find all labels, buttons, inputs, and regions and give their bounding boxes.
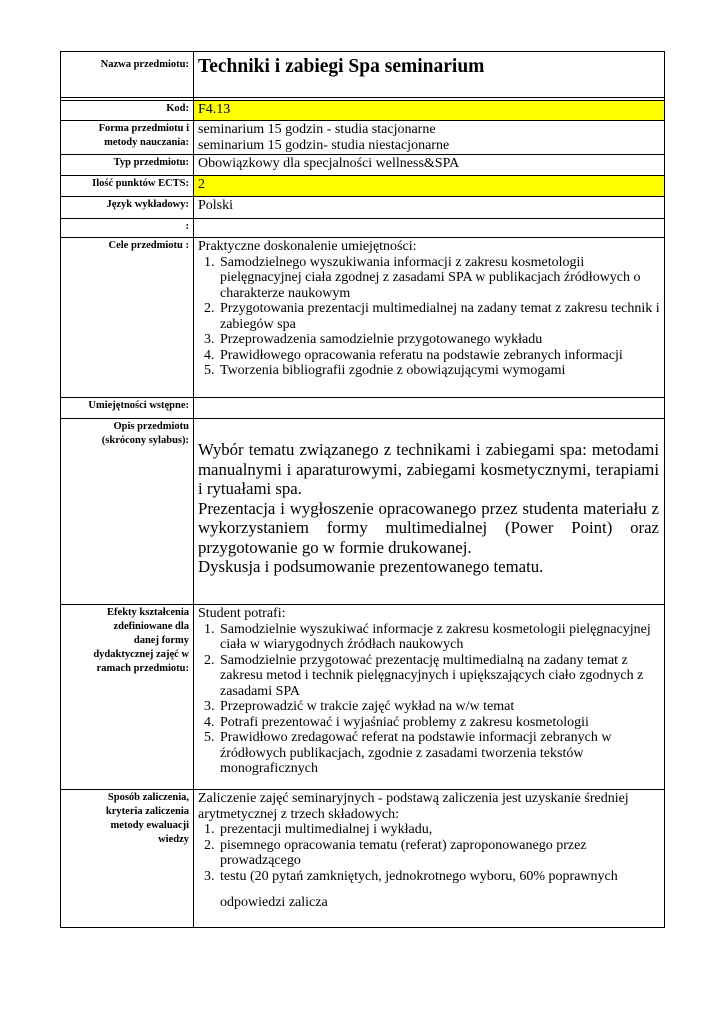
course-language: Polski — [194, 197, 665, 219]
list-item: 4. Prawidłowego opracowania referatu na podstawie zebranych informacji — [218, 348, 661, 364]
list-item: 3. Przeprowadzenia samodzielnie przygotowanego wykładu — [218, 332, 661, 348]
row-forma — [61, 121, 665, 155]
syllabus-table — [60, 51, 665, 928]
list-item: 5. Tworzenia bibliografii zgodnie z obowiązującymi wymogami — [218, 363, 661, 379]
label-sposob: Sposób zaliczenia, kryteria zaliczenia metody ewaluacji wiedzy — [61, 790, 194, 928]
list-item: 3. testu (20 pytań zamkniętych, jednokrotnego wyboru, 60% poprawnych — [218, 869, 661, 885]
row-opis — [61, 419, 665, 605]
label-forma: Forma przedmiotu i metody nauczania: — [61, 121, 194, 155]
row-ects — [61, 176, 665, 197]
ects-points: 2 — [194, 176, 665, 197]
list-item: 2. Przygotowania prezentacji multimedialnej na zadany temat z zakresu technik i zabiegów spa — [218, 301, 661, 332]
row-jezyk — [61, 197, 665, 219]
course-code: F4.13 — [194, 101, 665, 121]
list-item: 2. Samodzielnie przygotować prezentację multimedialną na zadany temat z zakresu metod i technik pielęgnacyjnych i upiększających ciało zgodnych z zasadami SPA — [218, 653, 661, 700]
list-item: 1. prezentacji multimedialnej i wykładu, — [218, 822, 661, 838]
description-p2: Prezentacja i wygłoszenie opracowanego przez studenta materiału z wykorzystaniem formy multimedialnej (Power Point) oraz przygotowanie go w formie drukowanej. — [198, 498, 659, 557]
course-title: Techniki i zabiegi Spa seminarium — [198, 56, 485, 77]
row-cele — [61, 238, 665, 398]
outcomes-list — [198, 622, 661, 777]
learning-outcomes — [194, 605, 665, 790]
assessment-tail: odpowiedzi zalicza — [220, 895, 328, 910]
label-opis: Opis przedmiotu (skrócony sylabus): — [61, 419, 194, 605]
row-umiejetnosci — [61, 398, 665, 419]
label-nazwa: Nazwa przedmiotu: — [61, 52, 194, 98]
label-typ: Typ przedmiotu: — [61, 155, 194, 176]
row-efekty — [61, 605, 665, 790]
label-ects: Ilość punktów ECTS: — [61, 176, 194, 197]
course-form: seminarium 15 godzin - studia stacjonarne seminarium 15 godzin- studia niestacjonarne — [194, 121, 665, 155]
list-item: 2. pisemnego opracowania tematu (referat) zaproponowanego przez prowadzącego — [218, 838, 661, 869]
row-kod — [61, 101, 665, 121]
assessment-method — [194, 790, 665, 928]
label-jezyk: Język wykładowy: — [61, 197, 194, 219]
row-typ — [61, 155, 665, 176]
description-p3: Dyskusja i podsumowanie prezentowanego tematu. — [198, 557, 544, 576]
list-item: 4. Potrafi prezentować i wyjaśniać problemy z zakresu kosmetologii — [218, 715, 661, 731]
assessment-intro: Zaliczenie zajęć seminaryjnych - podstawą zaliczenia jest uzyskanie średniej arytmetycznej z trzech składowych: — [198, 791, 629, 822]
row-nazwa — [61, 52, 665, 98]
course-title-cell — [194, 52, 665, 98]
assessment-list — [198, 822, 661, 884]
course-type: Obowiązkowy dla specjalności wellness&SPA — [194, 155, 665, 176]
label-umiejetnosci: Umiejętności wstępne: — [61, 398, 194, 419]
label-kod: Kod: — [61, 101, 194, 121]
row-sposob — [61, 790, 665, 928]
label-empty: : — [61, 219, 194, 238]
list-item: 5. Prawidłowo zredagować referat na podstawie informacji zebranych w źródłowych publikacjach, zgodnie z zasadami tworzenia tekstów monograficznych — [218, 730, 661, 777]
course-goals — [194, 238, 665, 398]
label-cele: Cele przedmiotu : — [61, 238, 194, 398]
row-empty — [61, 219, 665, 238]
goals-list — [198, 255, 661, 379]
description-p1: Wybór tematu związanego z technikami i zabiegami spa: metodami manualnymi i aparaturowymi, zabiegami kosmetycznymi, terapiami i rytuałami spa. — [198, 440, 659, 498]
list-item: 1. Samodzielnie wyszukiwać informacje z zakresu kosmetologii pielęgnacyjnej ciała w wiarygodnych źródłach naukowych — [218, 622, 661, 653]
label-efekty: Efekty kształcenia zdefiniowane dla danej formy dydaktycznej zajęć w ramach przedmiotu: — [61, 605, 194, 790]
goals-intro: Praktyczne doskonalenie umiejętności: — [198, 239, 417, 254]
outcomes-intro: Student potrafi: — [198, 606, 286, 621]
list-item: 1. Samodzielnego wyszukiwania informacji z zakresu kosmetologii pielęgnacyjnej ciała zgodnej z zasadami SPA w publikacjach źródłowych o charakterze naukowym — [218, 255, 661, 302]
list-item: 3. Przeprowadzić w trakcie zajęć wykład na w/w temat — [218, 699, 661, 715]
course-description — [194, 419, 665, 605]
